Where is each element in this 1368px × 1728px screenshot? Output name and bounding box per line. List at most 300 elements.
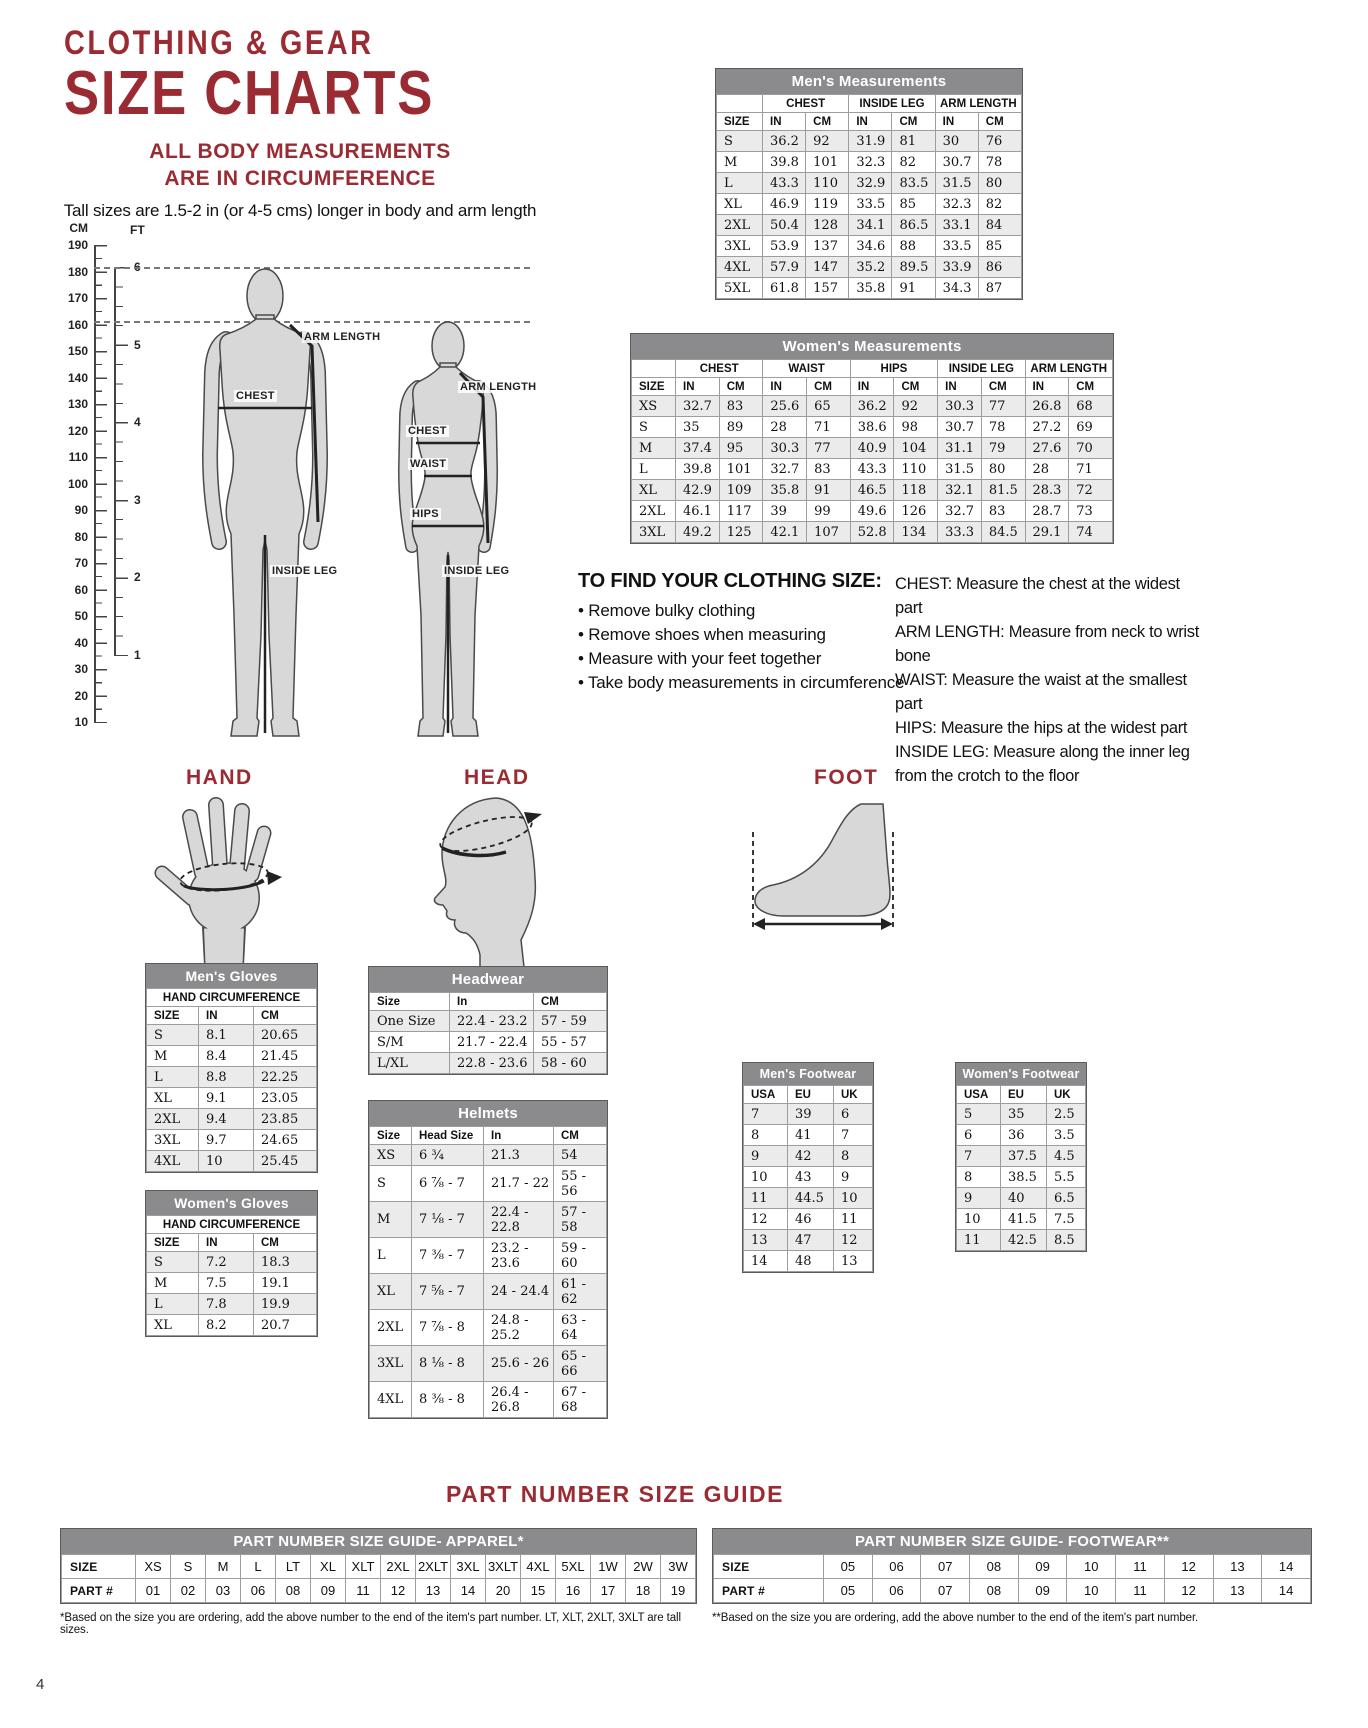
unit-header: IN [850, 378, 894, 396]
cm-tick-label: 60 [74, 582, 88, 597]
instruction-bullet: • Take body measurements in circumference [578, 671, 908, 695]
part-cell: 12 [381, 1579, 416, 1603]
value-cell: 9.4 [199, 1109, 254, 1130]
value-cell: 128 [806, 215, 849, 236]
table-row [147, 1273, 317, 1294]
value-cell: 7 [957, 1146, 1001, 1167]
head-section-heading: HEAD [464, 766, 530, 789]
column-header: IN [199, 1007, 254, 1025]
table-row [717, 173, 1022, 194]
size-cell: S [171, 1555, 206, 1579]
value-cell: 13 [744, 1230, 788, 1251]
size-cell: XL [370, 1274, 412, 1310]
unit-header: IN [935, 113, 978, 131]
table-row [744, 1251, 873, 1272]
size-cell: 3XL [370, 1346, 412, 1382]
mens-gloves-header-row [147, 1007, 317, 1025]
unit-header: CM [981, 378, 1025, 396]
column-header: CM [554, 1127, 607, 1145]
value-cell: 32.3 [935, 194, 978, 215]
value-cell: 47 [788, 1230, 834, 1251]
value-cell: 35.8 [763, 480, 807, 501]
value-cell: 20.65 [254, 1025, 317, 1046]
table-row [744, 1104, 873, 1125]
table-row [957, 1146, 1086, 1167]
value-cell: 6 ¾ [412, 1145, 484, 1166]
value-cell: 81.5 [981, 480, 1025, 501]
table-row [957, 1125, 1086, 1146]
value-cell: 19.1 [254, 1273, 317, 1294]
female-arm-length-label: ARM LENGTH [460, 381, 537, 393]
size-cell: XS [370, 1145, 412, 1166]
size-cell: M [147, 1046, 199, 1067]
table-row [717, 131, 1022, 152]
page-title-line2: SIZE CHARTS [64, 59, 435, 128]
value-cell: 40.9 [850, 438, 894, 459]
cm-tick-label: 140 [67, 370, 88, 385]
mens-measurements-unit-row [717, 113, 1022, 131]
value-cell: 24 - 24.4 [484, 1274, 554, 1310]
value-cell: 27.2 [1025, 417, 1069, 438]
blank-header [632, 360, 676, 378]
part-cell: 02 [171, 1579, 206, 1603]
size-cell: XLT [346, 1555, 381, 1579]
value-cell: 101 [719, 459, 763, 480]
womens-measurements-unit-row [632, 378, 1113, 396]
ft-tick-label: 4 [134, 415, 141, 430]
part-cell: 06 [241, 1579, 276, 1603]
size-header: SIZE [632, 378, 676, 396]
size-cell: S [632, 417, 676, 438]
column-header: SIZE [147, 1007, 199, 1025]
value-cell: 25.6 - 26 [484, 1346, 554, 1382]
part-cell: 11 [346, 1579, 381, 1603]
mens-measurements-title: Men's Measurements [716, 69, 1022, 94]
womens-gloves-subtitle-row [147, 1216, 317, 1234]
size-cell: 10 [1067, 1555, 1116, 1579]
size-cell: S [147, 1025, 199, 1046]
value-cell: 35.8 [849, 278, 892, 299]
value-cell: 42.5 [1001, 1230, 1047, 1251]
column-header: EU [1001, 1086, 1047, 1104]
size-cell: One Size [370, 1011, 450, 1032]
cm-tick-label: 180 [67, 264, 88, 279]
table-row [370, 1166, 607, 1202]
subtitle-block [60, 138, 540, 221]
womens-gloves-title: Women's Gloves [146, 1191, 317, 1215]
size-cell: 4XL [147, 1151, 199, 1172]
value-cell: 22.25 [254, 1067, 317, 1088]
helmets-table [368, 1100, 608, 1419]
value-cell: 125 [719, 522, 763, 543]
value-cell: 110 [894, 459, 938, 480]
unit-header: CM [806, 113, 849, 131]
subtitle-line1: ALL BODY MEASUREMENTS [149, 140, 451, 163]
cm-ruler-header: CM [69, 221, 88, 235]
cm-tick-label: 190 [67, 238, 88, 252]
value-cell: 26.8 [1025, 396, 1069, 417]
value-cell: 36.2 [850, 396, 894, 417]
value-cell: 24.8 - 25.2 [484, 1310, 554, 1346]
value-cell: 38.6 [850, 417, 894, 438]
column-header: USA [957, 1086, 1001, 1104]
table-row [744, 1167, 873, 1188]
value-cell: 42 [788, 1146, 834, 1167]
size-cell: L [147, 1067, 199, 1088]
value-cell: 42.9 [676, 480, 720, 501]
value-cell: 39 [788, 1104, 834, 1125]
value-cell: 28 [763, 417, 807, 438]
mens-footwear-table [742, 1062, 874, 1273]
value-cell: 21.45 [254, 1046, 317, 1067]
value-cell: 46.5 [850, 480, 894, 501]
size-cell: L [370, 1238, 412, 1274]
part-cell: 07 [921, 1579, 970, 1603]
value-cell: 81 [892, 131, 935, 152]
size-cell: L [632, 459, 676, 480]
size-cell: XL [147, 1088, 199, 1109]
value-cell: 8 [744, 1125, 788, 1146]
value-cell: 99 [807, 501, 851, 522]
mens-gloves-subtitle-row [147, 989, 317, 1007]
table-row [147, 1130, 317, 1151]
size-cell: 07 [921, 1555, 970, 1579]
mens-gloves-body [147, 1025, 317, 1172]
female-chest-label: CHEST [408, 425, 447, 437]
value-cell: 58 - 60 [534, 1053, 607, 1074]
size-cell: S [370, 1166, 412, 1202]
value-cell: 77 [981, 396, 1025, 417]
group-header: CHEST [676, 360, 763, 378]
head-diagram [420, 792, 550, 967]
value-cell: 25.6 [763, 396, 807, 417]
size-cell: L [147, 1294, 199, 1315]
value-cell: 91 [807, 480, 851, 501]
value-cell: 31.5 [938, 459, 982, 480]
value-cell: 53.9 [763, 236, 806, 257]
size-cell: 12 [1164, 1555, 1213, 1579]
value-cell: 6.5 [1047, 1188, 1086, 1209]
size-cell: M [632, 438, 676, 459]
value-cell: 9 [957, 1188, 1001, 1209]
male-arm-length-label: ARM LENGTH [304, 331, 381, 343]
size-cell: 4XL [521, 1555, 556, 1579]
value-cell: 134 [894, 522, 938, 543]
womens-measurements-body [632, 396, 1113, 543]
value-cell: 9.7 [199, 1130, 254, 1151]
value-cell: 21.7 - 22.4 [450, 1032, 534, 1053]
value-cell: 28.3 [1025, 480, 1069, 501]
value-cell: 6 ⅞ - 7 [412, 1166, 484, 1202]
size-cell: 08 [970, 1555, 1019, 1579]
table-row [957, 1104, 1086, 1125]
value-cell: 37.5 [1001, 1146, 1047, 1167]
table-row [957, 1230, 1086, 1251]
footwear-footnote: **Based on the size you are ordering, add the above number to the end of the item's part number. [712, 1612, 1199, 1624]
instruction-bullet: • Measure with your feet together [578, 647, 908, 671]
value-cell: 35.2 [849, 257, 892, 278]
value-cell: 48 [788, 1251, 834, 1272]
apparel-part-row [62, 1579, 696, 1603]
column-header: EU [788, 1086, 834, 1104]
value-cell: 119 [806, 194, 849, 215]
size-cell: 3W [661, 1555, 696, 1579]
value-cell: 2.5 [1047, 1104, 1086, 1125]
part-row-label: PART # [714, 1579, 824, 1603]
part-cell: 12 [1164, 1579, 1213, 1603]
column-header: In [484, 1127, 554, 1145]
cm-tick-label: 120 [67, 423, 88, 438]
value-cell: 20.7 [254, 1315, 317, 1336]
head-measure-arrow [524, 812, 542, 824]
mens-measurements-group-row [717, 95, 1022, 113]
value-cell: 137 [806, 236, 849, 257]
value-cell: 7 ⅞ - 8 [412, 1310, 484, 1346]
part-number-apparel-table [60, 1528, 697, 1604]
table-row [370, 1346, 607, 1382]
value-cell: 23.85 [254, 1109, 317, 1130]
headwear-table [368, 966, 608, 1075]
table-row [147, 1294, 317, 1315]
value-cell: 50.4 [763, 215, 806, 236]
hand-section-heading: HAND [186, 766, 253, 789]
table-row [370, 1011, 607, 1032]
unit-header: CM [978, 113, 1021, 131]
table-row [744, 1125, 873, 1146]
part-cell: 13 [1213, 1579, 1262, 1603]
womens-footwear-body [957, 1104, 1086, 1251]
value-cell: 92 [894, 396, 938, 417]
helmets-title: Helmets [369, 1101, 607, 1126]
value-cell: 63 - 64 [554, 1310, 607, 1346]
value-cell: 7.5 [199, 1273, 254, 1294]
unit-header: IN [676, 378, 720, 396]
column-header: CM [254, 1007, 317, 1025]
table-row [632, 417, 1113, 438]
group-header: ARM LENGTH [1025, 360, 1113, 378]
value-cell: 28 [1025, 459, 1069, 480]
size-cell: 3XLT [486, 1555, 521, 1579]
value-cell: 19.9 [254, 1294, 317, 1315]
value-cell: 33.3 [938, 522, 982, 543]
table-row [632, 438, 1113, 459]
value-cell: 8 [957, 1167, 1001, 1188]
value-cell: 9 [744, 1146, 788, 1167]
cm-tick-label: 30 [74, 662, 88, 676]
value-cell: 32.9 [849, 173, 892, 194]
size-cell: 4XL [370, 1382, 412, 1418]
table-row [370, 1310, 607, 1346]
size-cell: 2XL [381, 1555, 416, 1579]
table-row [632, 459, 1113, 480]
value-cell: 85 [978, 236, 1021, 257]
headwear-header-row [370, 993, 607, 1011]
part-cell: 14 [451, 1579, 486, 1603]
size-cell: 2XLT [416, 1555, 451, 1579]
value-cell: 85 [892, 194, 935, 215]
table-row [370, 1382, 607, 1418]
sizing-instructions-list [578, 599, 908, 695]
unit-header: IN [763, 378, 807, 396]
size-cell: L [241, 1555, 276, 1579]
head-profile [434, 798, 535, 967]
cm-tick-label: 150 [67, 344, 88, 358]
womens-gloves-body [147, 1252, 317, 1336]
value-cell: 76 [978, 131, 1021, 152]
mens-footwear-body [744, 1104, 873, 1272]
value-cell: 30.7 [938, 417, 982, 438]
size-cell: 06 [872, 1555, 921, 1579]
value-cell: 33.1 [935, 215, 978, 236]
table-row [370, 1032, 607, 1053]
size-cell: XS [632, 396, 676, 417]
size-cell: 13 [1213, 1555, 1262, 1579]
group-header: WAIST [763, 360, 850, 378]
size-cell: XS [136, 1555, 171, 1579]
value-cell: 30.3 [763, 438, 807, 459]
value-cell: 22.4 - 22.8 [484, 1202, 554, 1238]
value-cell: 43.3 [850, 459, 894, 480]
table-row [744, 1230, 873, 1251]
value-cell: 67 - 68 [554, 1382, 607, 1418]
value-cell: 77 [807, 438, 851, 459]
value-cell: 14 [744, 1251, 788, 1272]
cm-tick-label: 170 [67, 291, 88, 305]
hand-diagram [140, 795, 320, 965]
size-cell: 3XL [451, 1555, 486, 1579]
value-cell: 57.9 [763, 257, 806, 278]
part-cell: 08 [970, 1579, 1019, 1603]
value-cell: 31.1 [938, 438, 982, 459]
value-cell: 33.9 [935, 257, 978, 278]
value-cell: 68 [1069, 396, 1113, 417]
value-cell: 10 [834, 1188, 873, 1209]
value-cell: 7.8 [199, 1294, 254, 1315]
group-header: HIPS [850, 360, 937, 378]
value-cell: 22.8 - 23.6 [450, 1053, 534, 1074]
female-inside-leg-label: INSIDE LEG [444, 565, 510, 577]
size-cell: 14 [1262, 1555, 1311, 1579]
part-number-footwear-title: PART NUMBER SIZE GUIDE- FOOTWEAR** [713, 1529, 1311, 1554]
column-header: CM [534, 993, 607, 1011]
part-cell: 16 [556, 1579, 591, 1603]
size-cell: 2XL [147, 1109, 199, 1130]
value-cell: 88 [892, 236, 935, 257]
value-cell: 10 [957, 1209, 1001, 1230]
table-row [370, 1053, 607, 1074]
value-cell: 32.3 [849, 152, 892, 173]
ft-tick-label: 5 [134, 337, 141, 352]
value-cell: 46.9 [763, 194, 806, 215]
value-cell: 28.7 [1025, 501, 1069, 522]
value-cell: 9.1 [199, 1088, 254, 1109]
measurement-definition: CHEST: Measure the chest at the widest part [895, 575, 1180, 617]
value-cell: 83 [719, 396, 763, 417]
value-cell: 8.8 [199, 1067, 254, 1088]
page-number: 4 [36, 1676, 45, 1693]
table-row [147, 1046, 317, 1067]
size-row-label: SIZE [62, 1555, 136, 1579]
size-cell: 2XL [370, 1310, 412, 1346]
size-cell: L [717, 173, 763, 194]
value-cell: 83 [807, 459, 851, 480]
value-cell: 34.3 [935, 278, 978, 299]
size-header: SIZE [717, 113, 763, 131]
foot-arrow-right [881, 918, 893, 930]
column-header: In [450, 993, 534, 1011]
size-cell: 09 [1018, 1555, 1067, 1579]
table-row [370, 1238, 607, 1274]
table-row [744, 1146, 873, 1167]
unit-header: IN [763, 113, 806, 131]
unit-header: IN [938, 378, 982, 396]
value-cell: 57 - 59 [534, 1011, 607, 1032]
table-row [717, 152, 1022, 173]
value-cell: 10 [199, 1151, 254, 1172]
value-cell: 9 [834, 1167, 873, 1188]
value-cell: 12 [744, 1209, 788, 1230]
table-row [147, 1025, 317, 1046]
value-cell: 71 [1069, 459, 1113, 480]
part-cell: 06 [872, 1579, 921, 1603]
foot-section-heading: FOOT [814, 766, 879, 789]
size-cell: 4XL [717, 257, 763, 278]
value-cell: 157 [806, 278, 849, 299]
table-row [370, 1202, 607, 1238]
value-cell: 22.4 - 23.2 [450, 1011, 534, 1032]
column-header: USA [744, 1086, 788, 1104]
value-cell: 69 [1069, 417, 1113, 438]
value-cell: 147 [806, 257, 849, 278]
instruction-bullet: • Remove shoes when measuring [578, 623, 908, 647]
size-cell: XL [632, 480, 676, 501]
foot-profile [755, 804, 890, 916]
value-cell: 82 [892, 152, 935, 173]
column-header: CM [254, 1234, 317, 1252]
value-cell: 41.5 [1001, 1209, 1047, 1230]
value-cell: 23.05 [254, 1088, 317, 1109]
column-header: IN [199, 1234, 254, 1252]
value-cell: 89.5 [892, 257, 935, 278]
size-cell: 3XL [632, 522, 676, 543]
table-row [957, 1209, 1086, 1230]
ft-tick-label: 1 [134, 647, 141, 662]
value-cell: 35 [1001, 1104, 1047, 1125]
apparel-footnote: *Based on the size you are ordering, add the above number to the end of the item's part number. LT, XLT, 2XLT, 3XLT are tall sizes. [60, 1612, 681, 1636]
value-cell: 35 [676, 417, 720, 438]
size-row-label: SIZE [714, 1555, 824, 1579]
column-header: Size [370, 1127, 412, 1145]
value-cell: 39.8 [676, 459, 720, 480]
helmets-body [370, 1145, 607, 1418]
tall-sizes-note: Tall sizes are 1.5-2 in (or 4-5 cms) longer in body and arm length [63, 200, 537, 220]
value-cell: 43 [788, 1167, 834, 1188]
value-cell: 57 - 58 [554, 1202, 607, 1238]
body-measurement-diagram [50, 215, 540, 775]
table-row [147, 1151, 317, 1172]
value-cell: 104 [894, 438, 938, 459]
value-cell: 27.6 [1025, 438, 1069, 459]
foot-arrow-left [753, 918, 765, 930]
value-cell: 71 [807, 417, 851, 438]
table-row [147, 1109, 317, 1130]
value-cell: 78 [981, 417, 1025, 438]
table-row [147, 1067, 317, 1088]
size-cell: S [147, 1252, 199, 1273]
value-cell: 73 [1069, 501, 1113, 522]
value-cell: 117 [719, 501, 763, 522]
value-cell: 5 [957, 1104, 1001, 1125]
